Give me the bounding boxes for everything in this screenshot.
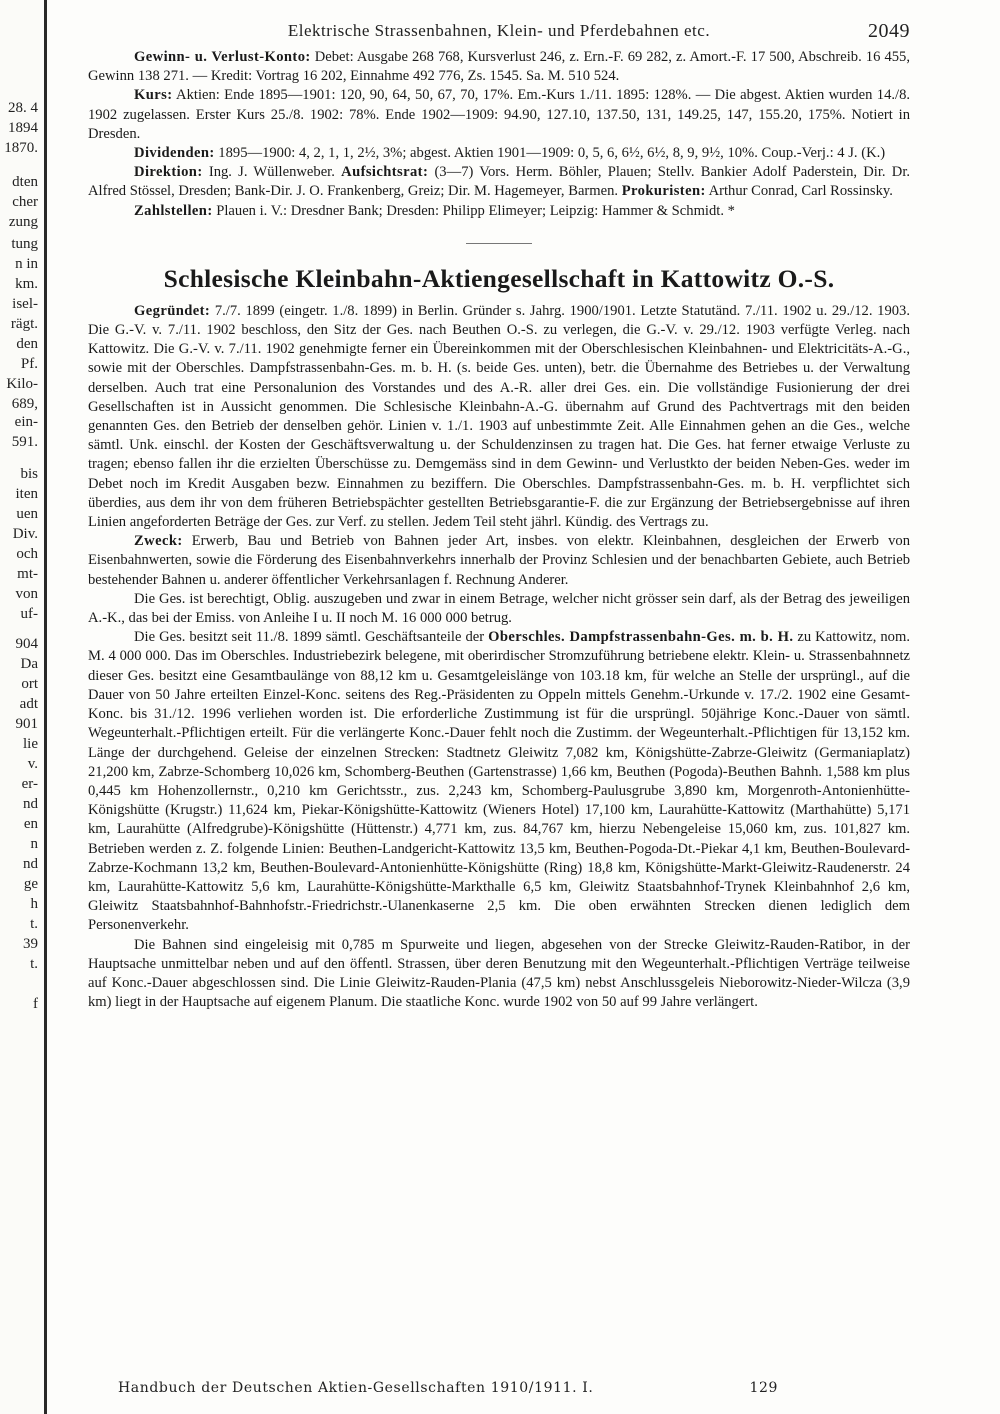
- gutter-fragment: uf-: [20, 606, 38, 622]
- gutter-fragment: lie: [23, 736, 38, 752]
- gutter-fragment: 901: [15, 716, 38, 732]
- kurs-text: Aktien: Ende 1895—1901: 120, 90, 64, 50, 67, 70, 17%. Em.-Kurs 1./11. 1895: 128%. — Die abgest. Aktien wurden 14./8. 1902 zugelassen. Erster Kurs 25./8. 1902: 78%. Ende 1902—1909: 94.90, 127.10, 137.50, 131, 149.25, 147, 155.20, 175%. Notiert in Dresden.: [88, 87, 911, 142]
- gutter-fragment: tung: [11, 236, 38, 252]
- gewinn-text: Debet: Ausgabe 268 768, Kursverlust 246, z. Ern.-F. 69 282, z. Amort.-F. 17 500, Abschreib. 16 455, Gewinn 138 271. — Kredit: Vortrag 16 202, Einnahme 492 776, Zs. 1545. Sa. M. 510 524.: [88, 49, 910, 85]
- gewinn-verlust-paragraph: [88, 48, 910, 86]
- gutter-fragment: 1870.: [4, 140, 38, 156]
- besitz-text-b: zu Kattowitz, nom. M. 4 000 000. Das im Oberschles. Industriebezirk belegene, mit oberirdischer Stromzuführung betriebene elektr. Klein- u. Strassenbahnnetz dieser Ges. besitzt eine Gesamtbaulänge von 88,12 km u. Gesamtgeleislänge von 103.18 km, für welche an Stelle der ursprüngl., auf die Dauer von 50 Jahre erteilten Einzel-Konc. seitens des Reg.-Präsidenten zu Oppeln mittels Genehm.-Urkunde v. 17./2. 1902 eine Gesamt-Konc. bis 31./12. 1996 verliehen worden ist. Die erforderliche Zustimmung ist für die ursprüngl. 50jährige Konc.-Dauer von sämtl. Wegeunterhalt.-Pflichtigen erteilt. Für die verlängerte Konc.-Dauer fehlt noch die Zustimm. der Wegeunterhalt.-Pflichtigen für 13,152 km. Länge der durchgehend. Geleise der einzelnen Strecken: Stadtnetz Gleiwitz 7,082 km, Königshütte-Zabrze-Gleiwitz (Germaniaplatz) 21,200 km, Zabrze-Schomberg 10,026 km, Schomberg-Beuthen (Gartenstrasse) 1,66 km, Beuthen (Pogoda)-Beuthen Bahnh. 1,588 km plus 0,445 km Hohenzollernstr., 0,210 km Gerichtsstr., zus. 2,243 km, Schomberg-Paulusgrube 3,890 km, Morgenroth-Antonienhütte-Königshütte (Krugstr.) 11,624 km, Piekar-Königshütte-Kattowitz (Wieners Hotel) 17,100 km, Laurahütte-Kattowitz (Marthahütte) 5,171 km, Laurahütte (Alfredgrube)-Königshütte (Hüttenstr.) 4,771 km, zus. 84,767 km, hierzu Nebengeleise 15,060 km, zus. 101,827 km. Betrieben werden z. Z. folgende Linien: Beuthen-Landgericht-Kattowitz 13,5 km, Beuthen-Pogoda-Dt.-Piekar 4,1 km, Beuthen-Boulevard-Zabrze-Kochmann 13,2 km, Beuthen-Boulevard-Antonienhütte-Königshütte (Ring) 18,8 km, Königshütte-Markt-Gleiwitz-Raudenerstr. 24 km, Laurahütte-Kattowitz 5,6 km, Laurahütte-Königshütte-Markthalle 6,5 km, Gleiwitz Staatsbahnhof-Trynek Kleinbahnhof 2,6 km, Gleiwitz Staatsbahnhof-Bahnhofstr.-Friedrichstr.-Ulanenkaserne 2,5 km. Die oben erwähnten Strecken dienen lediglich dem Personenverkehr.: [88, 629, 910, 934]
- zweck-paragraph: [88, 532, 910, 590]
- gutter-fragment: 591.: [11, 434, 38, 450]
- gegruendet-label: Gegründet:: [134, 302, 211, 319]
- footer-source: Handbuch der Deutschen Aktien-Gesellschaften 1910/1911. I.: [118, 1380, 594, 1396]
- gutter-fragment: t.: [30, 956, 38, 972]
- gutter-fragment: t.: [30, 916, 38, 932]
- aufsichtsrat-label: Aufsichtsrat:: [341, 164, 429, 181]
- gegruendet-paragraph: [88, 302, 910, 532]
- gutter-fragment: uen: [16, 506, 38, 522]
- dividenden-paragraph: [88, 144, 910, 163]
- gutter-fragment: nd: [23, 796, 38, 812]
- gutter-fragment: iten: [15, 486, 38, 502]
- zweck-label: Zweck:: [134, 533, 183, 550]
- gutter-rule: [44, 0, 47, 1414]
- gutter-fragment: adt: [19, 696, 38, 712]
- running-header: [88, 14, 910, 48]
- gutter-fragment: och: [16, 546, 38, 562]
- gutter-fragment: er-: [21, 776, 38, 792]
- gutter-fragment: rägt.: [10, 316, 38, 332]
- dividenden-text: 1895—1900: 4, 2, 1, 1, 2½, 3%; abgest. Aktien 1901—1909: 0, 5, 6, 6½, 6½, 8, 9, 9½, 10%. Coup.-Verj.: 4 J. (K.): [218, 145, 886, 162]
- running-title: Elektrische Strassenbahnen, Klein- und Pferdebahnen etc.: [287, 21, 711, 40]
- gutter-fragment: bis: [20, 466, 38, 482]
- zahlstellen-text: Plauen i. V.: Dresdner Bank; Dresden: Philipp Elimeyer; Leipzig: Hammer & Schmidt. *: [216, 202, 735, 219]
- dividenden-label: Dividenden:: [134, 145, 215, 162]
- gutter-fragment: Da: [20, 656, 38, 672]
- oblig-paragraph: Die Ges. ist berechtigt, Oblig. auszugeben und zwar in einem Betrage, welcher nicht grösser sein darf, als der Betrag des jeweiligen A.-K., das bei der Emiss. von Anleihe I u. II noch M. 16 000 000 betrug.: [88, 590, 910, 627]
- zahlstellen-label: Zahlstellen:: [134, 202, 213, 219]
- gutter-fragment: km.: [15, 276, 38, 292]
- gutter-fragment: von: [15, 586, 38, 602]
- section-divider: [466, 243, 532, 244]
- gutter-fragment: cher: [12, 194, 38, 210]
- gutter-fragment: ein-: [14, 414, 38, 430]
- besitz-paragraph: [88, 628, 910, 935]
- gutter-fragment: den: [16, 336, 38, 352]
- gutter-fragment: 39: [23, 936, 38, 952]
- prokuristen-label: Prokuristen:: [621, 183, 706, 200]
- gutter-fragment: zung: [8, 214, 38, 230]
- kurs-label: Kurs:: [134, 87, 173, 104]
- gutter-fragment: 28. 4: [8, 100, 38, 116]
- company-title: Schlesische Kleinbahn-Aktiengesellschaft in Kattowitz O.-S.: [163, 263, 835, 293]
- gutter-fragment: 689,: [11, 396, 38, 412]
- gutter-fragment: dten: [12, 174, 38, 190]
- direktion-label: Direktion:: [134, 164, 203, 181]
- gutter-fragment: Pf.: [20, 356, 38, 372]
- gutter-fragment: mt-: [17, 566, 38, 582]
- page-body: [88, 14, 910, 1012]
- zahlstellen-paragraph: [88, 202, 910, 221]
- bahnen-paragraph: Die Bahnen sind eingeleisig mit 0,785 m Spurweite und liegen, abgesehen von der Strecke Gleiwitz-Rauden-Ratibor, in der Hauptsache unmittelbar neben und auf den öffentl. Strassen, über deren Benutzung mit den Wegeunterhalt.-Pflichtigen Verträge teilweise auf Konc.-Dauer abgeschlossen sind. Die Linie Gleiwitz-Rauden-Plania (47,5 km) nebst Anschlussgeleis Nieborowitz-Nieder-Wilcza (3,9 km) liegt in der Hauptsache auf eigenem Planum. Die staatliche Konc. wurde 1902 von 50 auf 99 Jahre verlängert.: [88, 936, 910, 1011]
- facing-page-gutter: [0, 0, 40, 1414]
- page-footer: [118, 1380, 778, 1396]
- gegruendet-text: 7./7. 1899 (eingetr. 1./8. 1899) in Berlin. Gründer s. Jahrg. 1900/1901. Letzte Statutänd. 7./11. 1902 u. 29./12. 1903. Die G.-V. v. 7./11. 1902 beschloss, den Sitz der Ges. nach Beuthen O.-S. zu verlegen, die G.-V. v. 29./12. 1903 verfügte Verleg. nach Kattowitz. Die G.-V. v. 7./11. 1902 genehmigte ferner ein Übereinkommen mit der Oberschlesischen Kleinbahnen- und Elektricitäts-A.-G., sowie mit der Oberschles. Dampfstrassenbahn-Ges. m. b. H. (s. beide Ges. unten), betr. die Übernahme des Betriebes u. der Verwaltung derselben. Auch trat eine Personalunion des Vorstandes und des A.-R. aller drei Ges. ein. Die vollständige Fusionierung der drei Gesellschaften ist in Aussicht genommen. Die Schlesische Kleinbahn-A.-G. übernahm auf Grund des Pachtvertrags mit den beiden genannten Ges. den Betrieb der denselben gehör. Linien v. 1./1. 1903 auf unbestimmte Zeit. Alle Einnahmen gehen an die Ges., welche sämtl. Unk. einschl. der Kosten der Geschäftsverwaltung u. der Schuldenzinsen zu tragen hat. Die Ges. hat ferner etwaige Verluste zu tragen; ebenso fallen ihr die erzielten Überschüsse zu. Demgemäss sind in dem Gewinn- und Verlustkto der beiden Neben-Ges. weder im Debet noch im Kredit Ausgaben bezw. Einnahmen zu beziffern. Die Oberschles. Dampfstrassenbahn-Ges. m. b. H. verpflichtet sich überdies, aus dem ihr von dem früheren Betriebspächter gestellten Betriebsgarantie-F. die zur Ergänzung der Betriebsergebnisse auf ihren Linien angeforderten Beträge der Ges. zur Verf. zu stellen. Jedem Teil steht jährl. Kündig. des Vertrags zu.: [88, 302, 910, 531]
- gutter-fragment: 904: [15, 636, 38, 652]
- gutter-fragment: f: [33, 996, 38, 1012]
- gutter-fragment: n in: [15, 256, 38, 272]
- gutter-fragment: 1894: [8, 120, 38, 136]
- company-section: [88, 302, 910, 1013]
- besitz-company-name: Oberschles. Dampfstrassenbahn-Ges. m. b. H.: [488, 629, 794, 646]
- gutter-fragment: isel-: [12, 296, 38, 312]
- gutter-fragment: en: [23, 816, 38, 832]
- besitz-text-a: Die Ges. besitzt seit 11./8. 1899 sämtl. Geschäftsanteile der: [134, 629, 485, 646]
- gutter-fragment: Div.: [12, 526, 38, 542]
- gutter-fragment: Kilo-: [6, 376, 38, 392]
- gutter-fragment: v.: [27, 756, 38, 772]
- gutter-fragment: ort: [21, 676, 38, 692]
- aufsichtsrat-text: (3—7) Vors. Herm. Böhler, Plauen; Stellv. Bankier Adolf Paderstein, Dir. Dr. Alfred Stössel, Dresden; Bank-Dir. J. O. Frankenberg, Greiz; Dir. M. Hagemeyer, Barmen.: [88, 164, 911, 200]
- gutter-fragment: h: [30, 896, 38, 912]
- kurs-paragraph: [88, 86, 910, 144]
- prokuristen-text: Arthur Conrad, Carl Rossinsky.: [708, 183, 893, 200]
- footer-signature: 129: [749, 1380, 778, 1396]
- direktion-paragraph: [88, 163, 910, 201]
- gutter-fragment: nd: [23, 856, 38, 872]
- previous-company-section: [88, 48, 910, 221]
- page-number: 2049: [868, 20, 910, 42]
- direktion-text: Ing. J. Wüllenweber.: [208, 164, 335, 181]
- gewinn-label: Gewinn- u. Verlust-Konto:: [134, 49, 311, 65]
- zweck-text: Erwerb, Bau und Betrieb von Bahnen jeder Art, insbes. von elektr. Kleinbahnen, desgleichen der Erwerb von Eisenbahnwerten, sowie die Förderung des Eisenbahnverkehrs innerhalb der Provinz Schlesien und der benachbarten Gebiete, auch Betrieb bestehender Bahnen u. anderer öffentlicher Verkehrsanlagen f. Rechnung Anderer.: [88, 533, 910, 588]
- gutter-fragment: ge: [23, 876, 38, 892]
- gutter-fragment: n: [30, 836, 38, 852]
